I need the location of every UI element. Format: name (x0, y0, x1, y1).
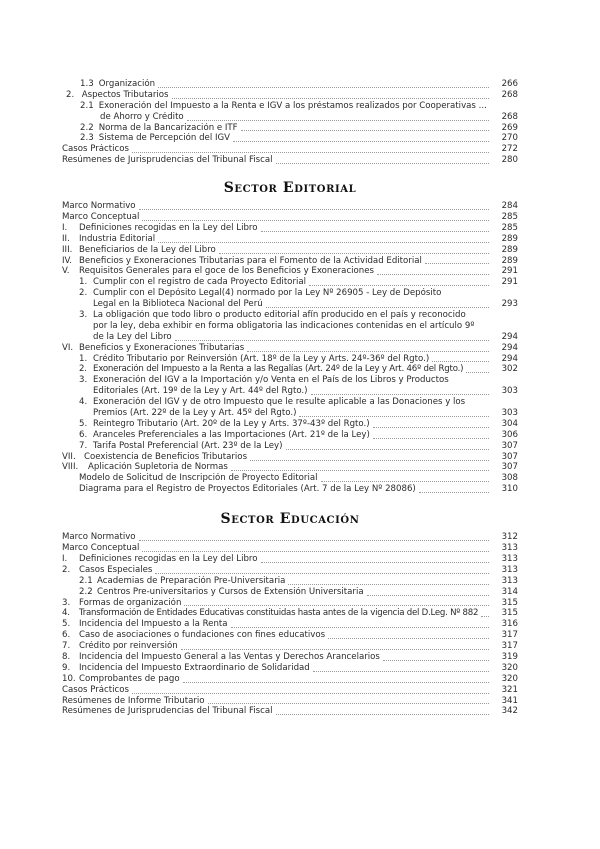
page-number: 317 (501, 641, 518, 652)
dot-leader (175, 340, 489, 341)
toc-entry[interactable]: VII. Coexistencia de Beneficios Tributarios 307 (62, 451, 518, 462)
dot-leader (383, 660, 489, 661)
page-number: 314 (501, 586, 518, 597)
toc-entry[interactable]: VI. Beneficios y Exoneraciones Tributarias 294 (62, 342, 518, 353)
toc-entry[interactable]: 9. Incidencia del Impuesto Extraordinario de Solidaridad 320 (62, 662, 518, 673)
dot-leader (373, 438, 489, 439)
toc-prev-section (62, 79, 518, 166)
toc-entry[interactable]: Modelo de Solicitud de Inscripción de Proyecto Editorial 308 (79, 473, 518, 484)
page-number: 312 (501, 532, 518, 543)
section-title-educacion: Sector Educación (220, 511, 360, 528)
toc-entry[interactable]: 2. Exoneración del Impuesto a la Renta a las Regalías (Art. 24º de la Ley y Art. 46º del Rgto.) 302 (79, 364, 518, 375)
page-number: 266 (501, 78, 518, 89)
page-number: 293 (501, 299, 518, 310)
dot-leader (313, 671, 489, 672)
page-number: 303 (501, 408, 518, 419)
page-number: 272 (501, 144, 518, 155)
toc-entry-continuation[interactable]: Legal en la Biblioteca Nacional del Perú 293 (93, 299, 518, 310)
dot-leader (187, 120, 489, 121)
dot-leader (286, 449, 490, 450)
toc-entry-continuation[interactable]: por la ley, deba exhibir en forma obligatoria las indicaciones contenidas en el artículo 9º (93, 320, 475, 331)
toc-entry[interactable]: 4. Exoneración del IGV y de otro Impuesto que le resulte aplicable a las Donaciones y los (79, 397, 466, 408)
dot-leader (172, 98, 490, 99)
dot-leader (276, 714, 489, 715)
dot-leader (233, 141, 489, 142)
toc-entry[interactable]: 5. Incidencia del Impuesto a la Renta 316 (62, 619, 518, 630)
dot-leader (184, 605, 489, 606)
toc-section-editorial (62, 201, 518, 495)
toc-entry[interactable]: 2.1 Exoneración del Impuesto a la Renta e IGV a los préstamos realizados por Cooperativas ... (80, 100, 487, 111)
toc-entry[interactable]: 1. Cumplir con el registro de cada Proyecto Editorial 291 (79, 277, 518, 288)
toc-entry[interactable]: Marco Conceptual 285 (62, 212, 518, 222)
dot-leader (181, 649, 489, 650)
page-number: 285 (501, 212, 518, 222)
toc-entry[interactable]: 1. Crédito Tributario por Reinversión (Art. 18º de la Ley y Arts. 24º-36º del Rgto.) 294 (79, 353, 518, 364)
dot-leader (158, 242, 489, 243)
toc-entry[interactable]: 2. Cumplir con el Depósito Legal(4) normado por la Ley Nº 26905 - Ley de Depósito (79, 288, 442, 299)
page-number: 317 (501, 630, 518, 641)
toc-entry[interactable]: Diagrama para el Registro de Proyectos Editoriales (Art. 7 de la Ley Nº 28086) 310 (79, 484, 518, 495)
page-number: 270 (501, 133, 518, 144)
page-number: 306 (501, 429, 518, 440)
dot-leader (208, 703, 489, 704)
page-number: 291 (501, 266, 518, 277)
dot-leader (139, 540, 489, 541)
toc-entry[interactable]: 7. Crédito por reinversión 317 (62, 641, 518, 652)
toc-entry-continuation[interactable]: Premios (Art. 22º de la Ley y Art. 45º del Rgto.) 303 (93, 408, 518, 419)
toc-entry[interactable]: Resúmenes de Jurisprudencias del Tribunal Fiscal 280 (62, 155, 518, 166)
page-number: 294 (501, 331, 518, 342)
dot-leader (311, 394, 489, 395)
page-number: 319 (501, 651, 518, 662)
dot-leader (432, 361, 489, 362)
dot-leader (261, 231, 489, 232)
dot-leader (419, 492, 489, 493)
page-number: 285 (501, 222, 518, 233)
page-number: 342 (501, 706, 518, 717)
dot-leader (466, 372, 489, 373)
page-number: 341 (501, 695, 518, 706)
page-number: 320 (501, 662, 518, 673)
page-number: 313 (501, 543, 518, 554)
toc-entry[interactable]: 8. Incidencia del Impuesto General a las Ventas y Derechos Arancelarios 319 (62, 651, 518, 662)
dot-leader (328, 638, 489, 639)
page-number: 315 (501, 608, 518, 619)
page-number: 316 (501, 619, 518, 630)
page-number: 280 (501, 155, 518, 166)
dot-leader (231, 470, 489, 471)
dot-leader (158, 87, 489, 88)
toc-entry[interactable]: 6. Aranceles Preferenciales a las Importaciones (Art. 21º de la Ley) 306 (79, 429, 518, 440)
dot-leader (250, 460, 489, 461)
page-number: 315 (501, 597, 518, 608)
page-number: 289 (501, 233, 518, 244)
dot-leader (241, 130, 489, 131)
dot-leader (183, 682, 489, 683)
page-number: 313 (501, 564, 518, 575)
table-of-contents (62, 79, 518, 717)
dot-leader (139, 209, 489, 210)
page-number: 303 (501, 386, 518, 397)
dot-leader (219, 253, 489, 254)
dot-leader (142, 220, 489, 221)
page-number: 284 (501, 201, 518, 212)
section-title-editorial: Sector Editorial (223, 180, 357, 197)
toc-entry[interactable]: Marco Conceptual 313 (62, 543, 518, 554)
toc-entry-continuation[interactable]: de la Ley del Libro 294 (93, 331, 518, 342)
page-number: 291 (501, 277, 518, 288)
dot-leader (261, 562, 489, 563)
toc-entry[interactable]: V. Requisitos Generales para el goce de los Beneficios y Exoneraciones 291 (62, 266, 518, 277)
page-number: 313 (501, 575, 518, 586)
page-number: 302 (501, 364, 518, 375)
toc-entry[interactable]: 2. Casos Especiales 313 (62, 564, 518, 575)
toc-entry[interactable]: Marco Normativo 312 (62, 532, 518, 543)
toc-entry[interactable]: 3. La obligación que todo libro o producto editorial afín producido en el país y reconocido (79, 310, 466, 321)
toc-entry[interactable]: 2.2 Centros Pre-universitarios y Cursos de Extensión Universitaria 314 (79, 586, 518, 597)
dot-leader (266, 307, 489, 308)
toc-entry[interactable]: 4. Transformación de Entidades Educativas constituidas hasta antes de la vigencia del D.Leg. Nº 882 315 (62, 608, 518, 619)
toc-entry[interactable]: 1.3 Organización 266 (80, 78, 518, 89)
dot-leader (247, 351, 489, 352)
toc-entry[interactable]: Casos Prácticos 321 (62, 684, 518, 695)
toc-entry[interactable]: 2.1 Academias de Preparación Pre-Universitaria 313 (79, 575, 518, 586)
dot-leader (367, 595, 489, 596)
toc-entry[interactable]: II. Industria Editorial 289 (62, 233, 518, 244)
dot-leader (481, 616, 489, 617)
page-number: 289 (501, 244, 518, 255)
toc-entry[interactable]: 5. Reintegro Tributario (Art. 20º de la Ley y Arts. 37º-43º del Rgto.) 304 (79, 418, 518, 429)
dot-leader (377, 274, 489, 275)
page-number: 268 (501, 89, 518, 100)
page-number: 310 (501, 484, 518, 495)
toc-entry[interactable]: IV. Beneficios y Exoneraciones Tributarias para el Fomento de la Actividad Editorial 289 (62, 255, 518, 266)
page-number: 321 (501, 684, 518, 695)
toc-entry[interactable]: 3. Exoneración del IGV a la Importación y/o Venta en el País de los Libros y Productos (79, 375, 449, 386)
page-number: 294 (501, 353, 518, 364)
toc-entry[interactable]: VIII. Aplicación Supletoria de Normas 307 (62, 462, 518, 473)
page-number: 269 (501, 122, 518, 133)
dot-leader (132, 152, 489, 153)
dot-leader (299, 416, 489, 417)
dot-leader (276, 163, 489, 164)
toc-entry-continuation[interactable]: Editoriales (Art. 19º de la Ley y Art. 44º del Rgto.) 303 (93, 386, 518, 397)
dot-leader (373, 427, 489, 428)
page-number: 268 (501, 111, 518, 122)
toc-entry[interactable]: 2.2 Norma de la Bancarización e ITF 269 (80, 122, 518, 133)
toc-entry[interactable]: I. Definiciones recogidas en la Ley del Libro 313 (62, 553, 518, 564)
page-number: 320 (501, 673, 518, 684)
dot-leader (142, 551, 489, 552)
toc-entry-continuation[interactable]: de Ahorro y Crédito 268 (100, 111, 518, 122)
dot-leader (321, 481, 490, 482)
dot-leader (288, 584, 489, 585)
toc-entry[interactable]: 7. Tarifa Postal Preferencial (Art. 23º de la Ley) 307 (79, 440, 518, 451)
toc-entry[interactable]: 10. Comprobantes de pago 320 (62, 673, 518, 684)
toc-entry[interactable]: 3. Formas de organización 315 (62, 597, 518, 608)
page-number: 304 (501, 418, 518, 429)
page-number: 294 (501, 342, 518, 353)
toc-entry[interactable]: III. Beneficiarios de la Ley del Libro 289 (62, 244, 518, 255)
dot-leader (309, 285, 489, 286)
toc-entry[interactable]: 2.3 Sistema de Percepción del IGV 270 (80, 133, 518, 144)
page-number: 313 (501, 553, 518, 564)
dot-leader (231, 627, 489, 628)
dot-leader (425, 263, 489, 264)
toc-entry[interactable]: Resúmenes de Jurisprudencias del Tribunal Fiscal 342 (62, 706, 518, 717)
toc-entry[interactable]: 2. Aspectos Tributarios 268 (66, 89, 518, 100)
toc-entry[interactable]: Casos Prácticos 272 (62, 144, 518, 155)
page-number: 307 (501, 440, 518, 451)
toc-entry[interactable]: Marco Normativo 284 (62, 201, 518, 212)
page-number: 307 (501, 462, 518, 473)
toc-entry[interactable]: Resúmenes de Informe Tributario 341 (62, 695, 518, 706)
toc-section-educacion (62, 532, 518, 717)
dot-leader (132, 693, 489, 694)
page-number: 307 (501, 451, 518, 462)
dot-leader (155, 573, 489, 574)
page-number: 289 (501, 255, 518, 266)
toc-entry[interactable]: I. Definiciones recogidas en la Ley del Libro 285 (62, 222, 518, 233)
toc-entry[interactable]: 6. Caso de asociaciones o fundaciones con fines educativos 317 (62, 630, 518, 641)
page-number: 308 (501, 473, 518, 484)
